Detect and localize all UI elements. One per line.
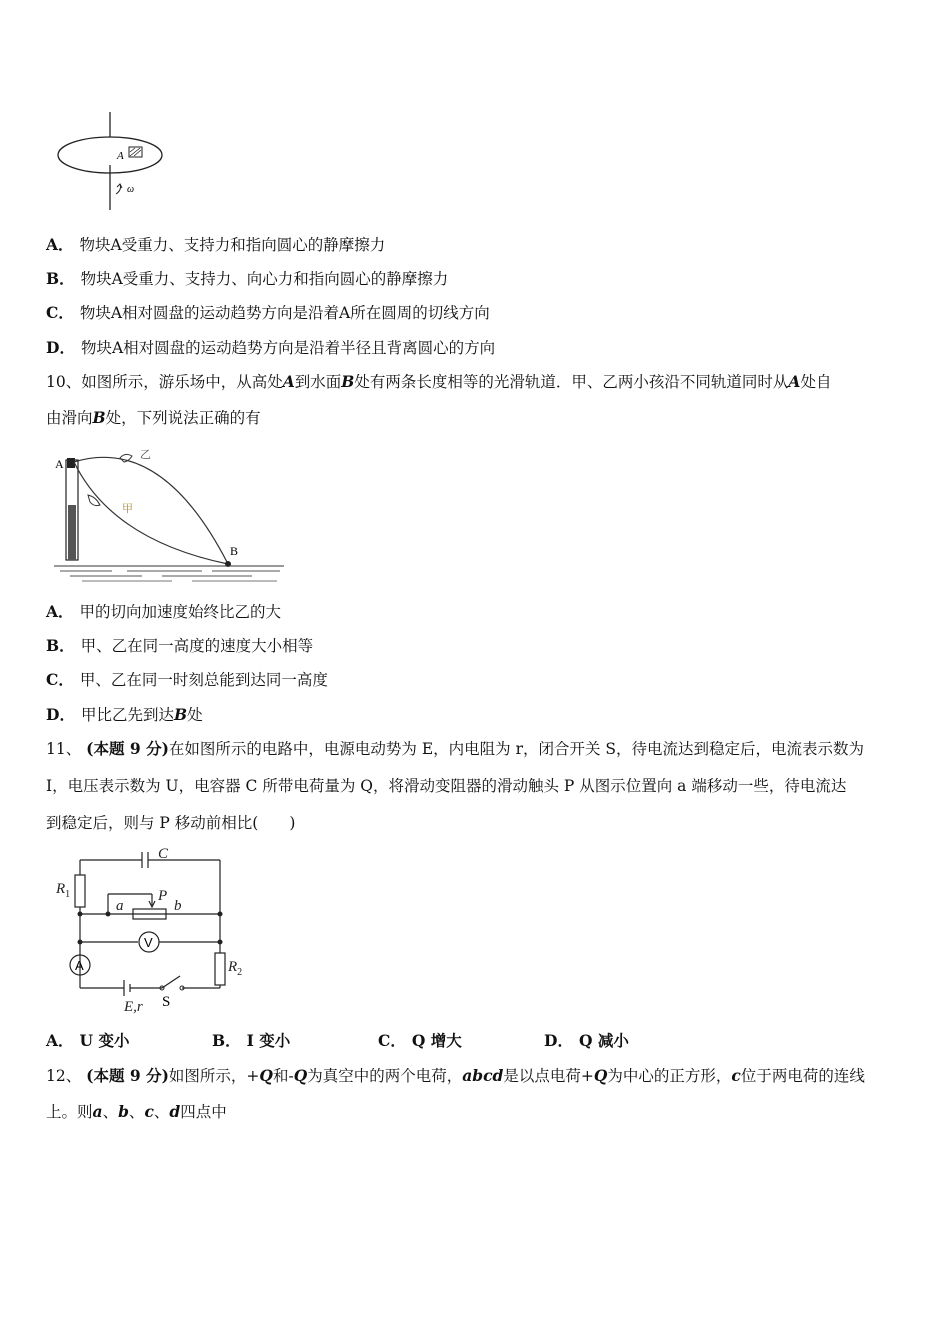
ammeter-label: A	[75, 958, 84, 973]
rotating-disk-figure	[50, 110, 170, 215]
q11-stem-line1: 11、 (本题 9 分)在如图所示的电路中，电源电动势为 E，内电阻为 r，闭合开关 S，待电流达到稳定后，电流表示数为	[46, 739, 865, 758]
q9-option-c: C． 物块A相对圆盘的运动趋势方向是沿着A所在圆周的切线方向	[46, 303, 490, 322]
q11-stem-line2: I，电压表示数为 U，电容器 C 所带电荷量为 Q，将滑动变阻器的滑动触头 P 从图示位置向 a 端移动一些，待电流达	[46, 777, 847, 795]
label-r1: $R_1$	[56, 881, 71, 900]
label-r2: $R_2$	[228, 959, 243, 978]
switch-label: S	[162, 994, 171, 1010]
q11-option-d: D． Q 减小	[544, 1031, 629, 1050]
q11-option-a: A． U 变小	[46, 1031, 130, 1050]
q9-option-d: D． 物块A相对圆盘的运动趋势方向是沿着半径且背离圆心的方向	[46, 338, 496, 357]
label-yi: 乙	[140, 448, 151, 461]
label-er: E,r	[124, 999, 143, 1015]
q11-stem-line3: 到稳定后，则与 P 移动前相比( )	[46, 814, 296, 832]
q10-option-a: A． 甲的切向加速度始终比乙的大	[46, 602, 282, 621]
q11-options	[46, 1031, 629, 1051]
label-jia: 甲	[122, 502, 133, 515]
label-b: b	[174, 898, 182, 914]
point-a-label: A	[117, 150, 124, 162]
q10-option-b: B． 甲、乙在同一高度的速度大小相等	[46, 636, 314, 655]
q10-option-c: C． 甲、乙在同一时刻总能到达同一高度	[46, 670, 328, 689]
label-a: a	[116, 898, 124, 914]
q10-stem-line1: 10、如图所示，游乐场中，从高处A到水面B处有两条长度相等的光滑轨道．甲、乙两小孩沿不同轨道同时从A处自	[46, 372, 832, 391]
q12-stem-line1: 12、 (本题 9 分)如图所示，+Q和-Q为真空中的两个电荷，abcd是以点电荷+Q为中心的正方形，c位于两电荷的连线	[46, 1066, 865, 1085]
q10-stem-line2: 由滑向B处，下列说法正确的有	[46, 408, 261, 427]
q11-option-b: B． I 变小	[212, 1031, 291, 1050]
q9-option-b: B． 物块A受重力、支持力、向心力和指向圆心的静摩擦力	[46, 269, 449, 288]
q10-option-d: D． 甲比乙先到达B处	[46, 705, 203, 724]
q12-stem-line2: 上。则a、b、c、d四点中	[46, 1102, 227, 1121]
label-c: C	[158, 846, 169, 862]
q9-option-a: A． 物块A受重力、支持力和指向圆心的静摩擦力	[46, 235, 386, 254]
circuit-figure	[52, 845, 257, 1015]
label-a: A	[55, 457, 64, 471]
q11-option-c: C． Q 增大	[378, 1031, 462, 1050]
label-p: P	[158, 888, 168, 904]
water-slide-figure	[52, 440, 287, 585]
omega-label: ω	[127, 184, 135, 195]
label-b: B	[230, 544, 239, 558]
voltmeter-label: V	[144, 935, 153, 950]
